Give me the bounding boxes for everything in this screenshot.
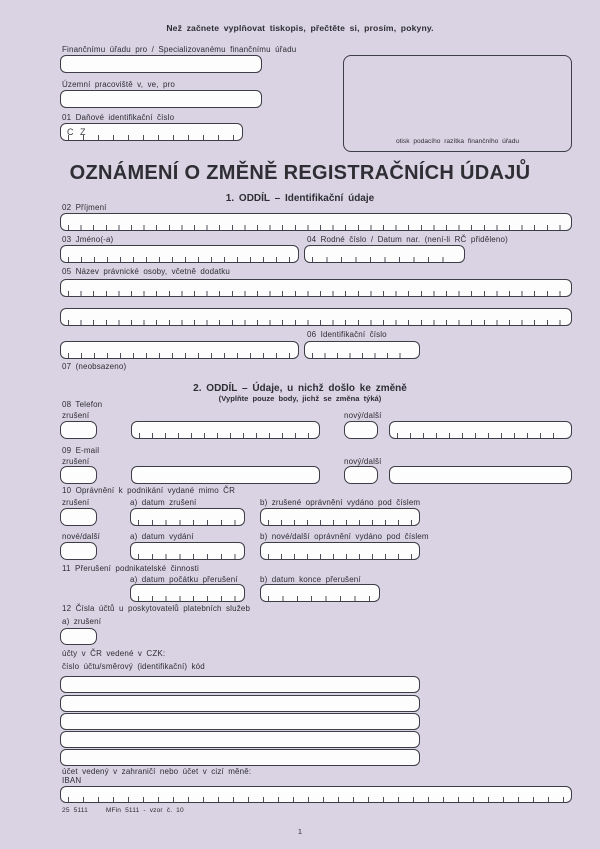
field10-label: 10 Oprávnění k podnikání vydané mimo ČR (62, 486, 236, 495)
field11-end-date-input[interactable] (260, 584, 380, 602)
field09-new-label: nový/další (344, 457, 382, 466)
dic-prefix-z: Z (80, 127, 86, 137)
field11-label: 11 Přerušení podnikatelské činnosti (62, 564, 199, 573)
field10-new-b-label: b) nové/další oprávnění vydáno pod číslem (260, 532, 429, 541)
field08-label: 08 Telefon (62, 400, 103, 409)
field11-a-label: a) datum počátku přerušení (130, 575, 238, 584)
foreign-account-label: účet vedený v zahraničí nebo účet v cizí měně: (62, 767, 252, 776)
field12-label: 12 Čísla účtů u poskytovatelů platebních služeb (62, 604, 251, 613)
office-label: Finančnímu úřadu pro / Specializovanému finančnímu úřadu (62, 45, 297, 54)
field08-new-label: nový/další (344, 411, 382, 420)
field04-input[interactable] (304, 245, 465, 263)
footer-form-code (62, 807, 184, 814)
dic-prefix-c: C (67, 127, 74, 137)
field10-cancel-checkbox[interactable] (60, 508, 97, 526)
field10-new-checkbox[interactable] (60, 542, 97, 560)
field10-cancel-date-input[interactable] (130, 508, 245, 526)
account-number-label: číslo účtu/směrový (identifikační) kód (62, 662, 205, 671)
instruction-text: Než začnete vyplňovat tiskopis, přečtěte si, prosím, pokyny. (166, 23, 434, 33)
account-number-input-3[interactable] (60, 713, 420, 730)
account-number-input-4[interactable] (60, 731, 420, 748)
field09-cancel-label: zrušení (62, 457, 90, 466)
field05-input-line1[interactable] (60, 279, 572, 297)
field08-cancel-checkbox[interactable] (60, 421, 97, 439)
form-version: MFin 5111 - vzor č. 10 (105, 807, 184, 814)
field08-cancel-label: zrušení (62, 411, 90, 420)
field06-label: 06 Identifikační číslo (307, 330, 387, 339)
field10-new-date-input[interactable] (130, 542, 245, 560)
field01-label: 01 Daňové identifikační číslo (62, 113, 175, 122)
iban-label: IBAN (62, 776, 82, 785)
field09-cancel-checkbox[interactable] (60, 466, 97, 484)
field09-label: 09 E-mail (62, 446, 100, 455)
field03-input[interactable] (60, 245, 299, 263)
section2-subheading: (Vyplňte pouze body, jichž se změna týká) (218, 394, 382, 403)
stamp-box (343, 55, 572, 152)
section2-heading: 2. ODDÍL – Údaje, u nichž došlo ke změně (193, 383, 407, 394)
accounts-czk-label: účty v ČR vedené v CZK: (62, 649, 166, 658)
field05-input-line2[interactable] (60, 308, 572, 326)
field01-input[interactable] (60, 123, 243, 141)
workplace-input[interactable] (60, 90, 262, 108)
field08-cancel-input[interactable] (131, 421, 320, 439)
field02-input[interactable] (60, 213, 572, 231)
account-number-input-5[interactable] (60, 749, 420, 766)
field10-new-label: nové/další (62, 532, 100, 541)
field02-label: 02 Příjmení (62, 203, 107, 212)
field05-input-line3[interactable] (60, 341, 299, 359)
field11-start-date-input[interactable] (130, 584, 245, 602)
field05-label: 05 Název právnické osoby, včetně dodatku (62, 267, 230, 276)
field10-cancel-a-label: a) datum zrušení (130, 498, 197, 507)
form-code: 25 5111 (62, 807, 88, 814)
field04-label: 04 Rodné číslo / Datum nar. (není-li RČ přiděleno) (307, 235, 508, 244)
iban-input[interactable] (60, 786, 572, 803)
field07-label: 07 (neobsazeno) (62, 362, 127, 371)
field03-label: 03 Jméno(-a) (62, 235, 114, 244)
field10-cancel-label: zrušení (62, 498, 90, 507)
field09-new-checkbox[interactable] (344, 466, 378, 484)
field12-cancel-checkbox[interactable] (60, 628, 97, 645)
field06-input[interactable] (304, 341, 420, 359)
field08-new-checkbox[interactable] (344, 421, 378, 439)
field10-new-number-input[interactable] (260, 542, 420, 560)
field10-new-a-label: a) datum vydání (130, 532, 194, 541)
field10-cancel-number-input[interactable] (260, 508, 420, 526)
field12-cancel-label: a) zrušení (62, 617, 102, 626)
section1-heading: 1. ODDÍL – Identifikační údaje (225, 193, 375, 204)
field09-new-input[interactable] (389, 466, 572, 484)
form-title: OZNÁMENÍ O ZMĚNĚ REGISTRAČNÍCH ÚDAJŮ (69, 162, 531, 184)
field09-cancel-input[interactable] (131, 466, 320, 484)
field08-new-input[interactable] (389, 421, 572, 439)
office-input[interactable] (60, 55, 262, 73)
account-number-input-2[interactable] (60, 695, 420, 712)
workplace-label: Územní pracoviště v, ve, pro (62, 80, 175, 89)
stamp-label: otisk podacího razítka finančního úřadu (395, 138, 520, 145)
page-number: 1 (297, 827, 303, 836)
field11-b-label: b) datum konce přerušení (260, 575, 361, 584)
field10-cancel-b-label: b) zrušené oprávnění vydáno pod číslem (260, 498, 421, 507)
account-number-input-1[interactable] (60, 676, 420, 693)
